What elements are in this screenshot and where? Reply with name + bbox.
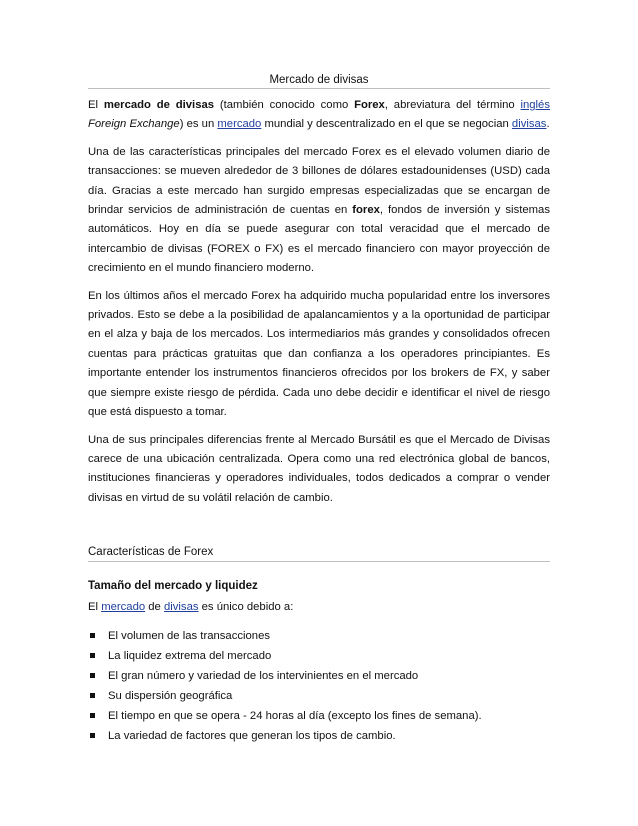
paragraph-characteristics: Una de las características principales del mercado Forex es el elevado volumen diario de transacciones: se mueven alrededor de 3 billones de dólares estadounidenses (USD) cada día. Gracias a este mercado han surgido empresas especializadas que se encargan de brindar servicios de administración de cuentas en forex, fondos de inversión y sistemas automáticos. Hoy en día se puede asegurar con total veracidad que el mercado de intercambio de divisas (FOREX o FX) es el mercado financiero con mayor proyección de crecimiento en el mundo financiero moderno. [88,145,550,275]
bold-term-mercado-de-divisas: mercado de divisas [103,99,215,111]
square-bullet-icon [90,693,95,698]
square-bullet-icon [90,653,95,658]
list-intro: El mercado de divisas es único debido a: [88,601,294,613]
link-divisas[interactable]: divisas [511,118,547,131]
subheading: Tamaño del mercado y liquidez [88,580,258,592]
list-item: El volumen de las transacciones [88,628,550,648]
paragraph-intro: El mercado de divisas (también conocido como Forex, abreviatura del término inglés Foreign Exchange) es un mercado mundial y descentralizado en el que se negocian divisas. [88,99,550,131]
square-bullet-icon [90,713,95,718]
bullet-list [88,628,550,748]
bold-term-forex: Forex [354,99,385,111]
bold-term-forex-lower: forex [352,204,380,217]
link-divisas-2[interactable]: divisas [163,601,199,613]
paragraph-differences: Una de sus principales diferencias frente al Mercado Bursátil es que el Mercado de Divisas carece de una ubicación centralizada. Opera como una red electrónica global de bancos, instituciones financieras y operadores individuales, todos dedicados a comprar o vender divisas en virtud de su volátil relación de cambio. [88,433,550,504]
list-item: Su dispersión geográfica [88,688,550,708]
list-item: El tiempo en que se opera - 24 horas al día (excepto los fines de semana). [88,708,550,728]
list-item: La liquidez extrema del mercado [88,648,550,668]
paragraph-popularity: En los últimos años el mercado Forex ha adquirido mucha popularidad entre los inversores privados. Esto se debe a la posibilidad de apalancamientos y a la oportunidad de participar en el alza y baja de los mercados. Los intermediarios más grandes y consolidados ofrecen cuentas para prácticas gratuitas que dan confianza a los operadores principiantes. Es importante entender los instrumentos financieros ofrecidos por los brokers de FX, y saber que siempre existe riesgo de pérdida. Cada uno debe decidir e identificar el nivel de riesgo que está dispuesto a tomar. [88,289,550,419]
square-bullet-icon [90,673,95,678]
link-ingles[interactable]: inglés [520,99,550,111]
section-title: Características de Forex [88,546,214,558]
list-item: La variedad de factores que generan los tipos de cambio. [88,728,550,748]
link-mercado[interactable]: mercado [217,118,262,131]
document-title: Mercado de divisas [269,74,369,86]
section-divider [88,561,550,562]
italic-foreign-exchange: Foreign Exchange [88,118,180,131]
title-divider [88,88,550,89]
list-item: El gran número y variedad de los intervinientes en el mercado [88,668,550,688]
link-mercado-2[interactable]: mercado [101,601,146,613]
square-bullet-icon [90,633,95,638]
square-bullet-icon [90,733,95,738]
body-text [88,96,550,516]
